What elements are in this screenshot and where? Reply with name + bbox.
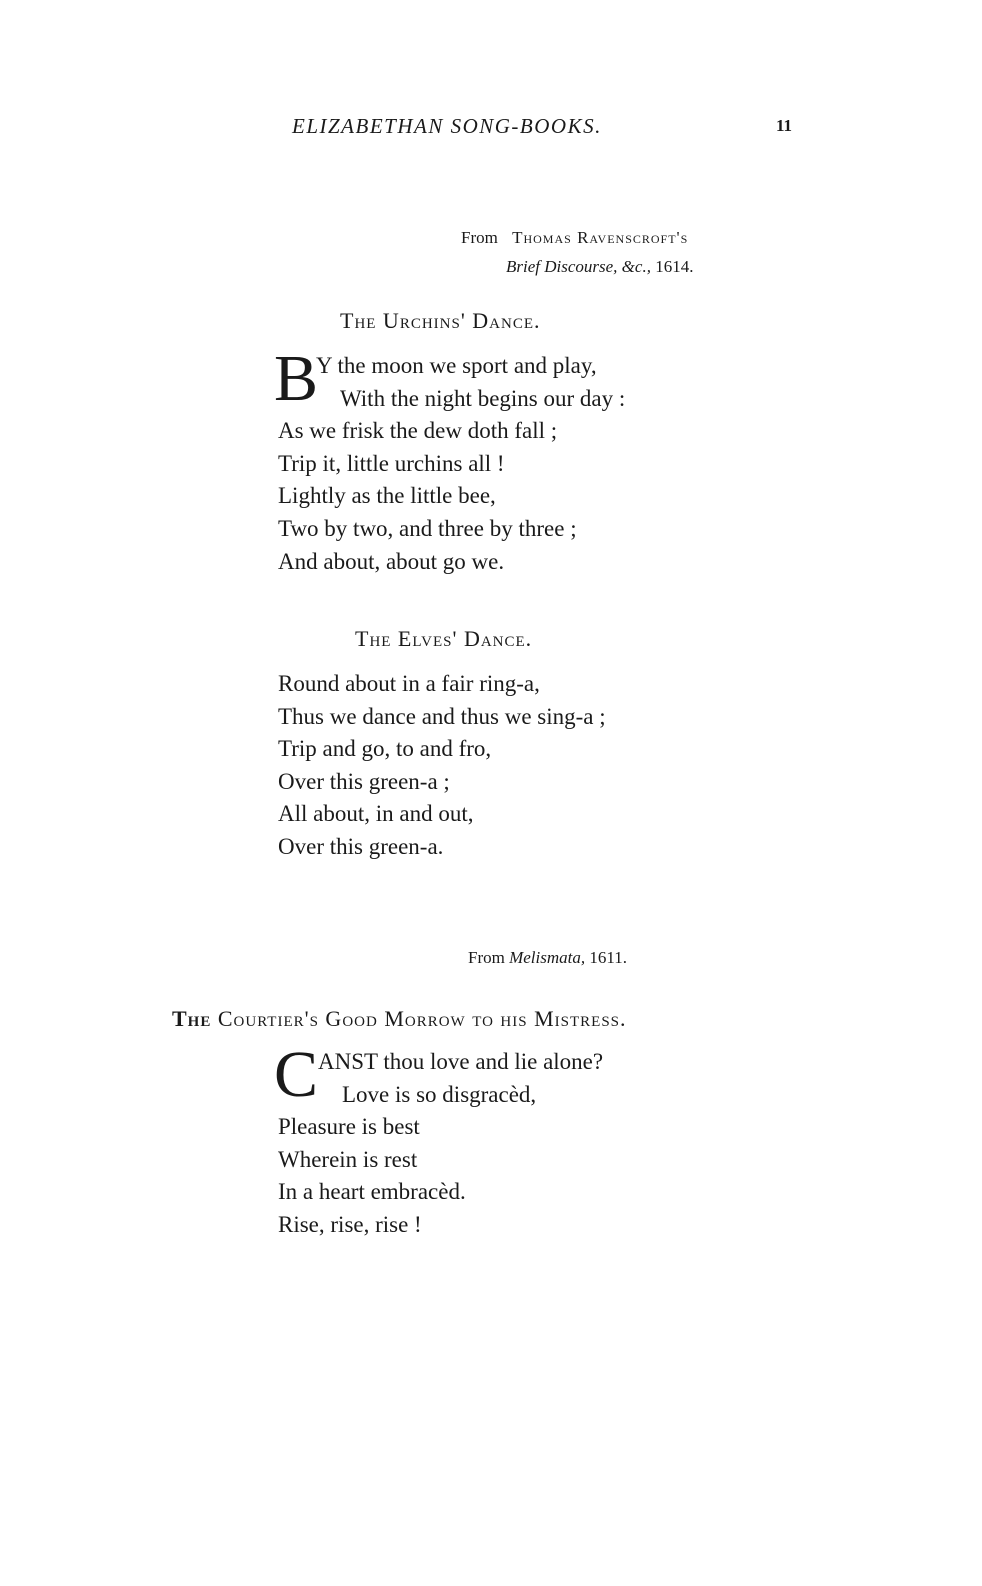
title-rest: Courtier's Good Morrow to his Mistress. xyxy=(217,1006,627,1031)
page-number: 11 xyxy=(776,116,793,135)
verse-line: Thus we dance and thus we sing-a ; xyxy=(278,703,606,729)
source-year: 1614. xyxy=(655,257,694,276)
poem-urchins-dance xyxy=(274,342,626,578)
verse-line: Over this green-a. xyxy=(278,833,444,859)
verse-line: In a heart embracèd. xyxy=(278,1179,466,1205)
source-work: Brief Discourse, &c., xyxy=(506,257,651,276)
verse-line: Two by two, and three by three ; xyxy=(278,515,577,541)
verse-line: And about, about go we. xyxy=(278,548,505,574)
source-work: Melismata, xyxy=(509,948,586,967)
verse-line: Lightly as the little bee, xyxy=(278,483,496,509)
verse-line: As we frisk the dew doth fall ; xyxy=(278,418,558,444)
source-work-line-1 xyxy=(506,257,693,277)
verse-line: ANST thou love and lie alone? xyxy=(318,1049,604,1074)
verse-line: Over this green-a ; xyxy=(278,768,450,794)
verse-line: Y the moon we sport and play, xyxy=(316,353,597,378)
source-from-label: From xyxy=(468,948,505,967)
verse-line: Rise, rise, rise ! xyxy=(278,1211,422,1237)
verse-line: Pleasure is best xyxy=(278,1114,420,1140)
verse-line: With the night begins our day : xyxy=(340,385,626,411)
source-year: 1611. xyxy=(589,948,627,967)
poem-title-urchins-dance: The Urchins' Dance. xyxy=(340,308,541,333)
verse-line: Round about in a fair ring-a, xyxy=(278,671,540,696)
source-author: Thomas Ravenscroft's xyxy=(512,228,689,247)
title-lead: The xyxy=(172,1006,212,1031)
poem-title-elves-dance: The Elves' Dance. xyxy=(355,626,533,651)
source-attribution-1 xyxy=(461,228,688,248)
poem-elves-dance xyxy=(278,668,606,864)
verse-line: Trip and go, to and fro, xyxy=(278,736,492,762)
drop-cap-stanza xyxy=(274,1038,604,1111)
running-title: ELIZABETHAN SONG-BOOKS. xyxy=(292,114,602,138)
verse-line: Trip it, little urchins all ! xyxy=(278,450,505,476)
verse-line: Wherein is rest xyxy=(278,1146,418,1172)
drop-cap: C xyxy=(274,1038,319,1111)
source-attribution-2 xyxy=(468,948,627,968)
poem-courtiers-good-morrow xyxy=(274,1038,604,1242)
source-from-label: From xyxy=(461,228,498,247)
verse-line: All about, in and out, xyxy=(278,801,474,827)
poem-title-courtiers-good-morrow xyxy=(172,1006,627,1032)
verse-line: Love is so disgracèd, xyxy=(342,1081,537,1107)
drop-cap: B xyxy=(274,342,319,415)
drop-cap-stanza xyxy=(274,342,626,415)
